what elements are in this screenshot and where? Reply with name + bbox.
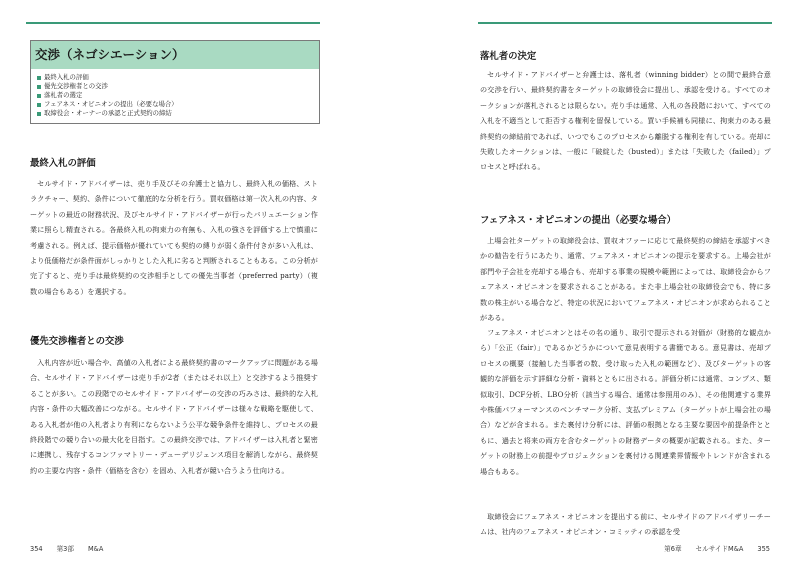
body-paragraph: セルサイド・アドバイザーは、売り手及びその弁護士と協力し、最終入札の価格、ストラクチャー、契約、条件について徹底的な分析を行う。買収価格は第一次入札の内容、ターゲットの最近の財務状況、及びセルサイド・アドバイザーが行ったバリュエーション作業に照らし精査される。各最終入札の拘束力の有無も、入札の強さを評価する上で慎重に考慮される。例えば、提示価格が優れていても契約の縛りが弱く条件付きが多い入札は、より低価格だが条件面がしっかりとした入札に劣ると判断されることもある。この分析が完了すると、売り手は最終契約の交渉相手としての優先当事者（preferred party）（複数の場合もある）を選択する。	[30, 179, 318, 296]
body-paragraph: セルサイド・アドバイザーと弁護士は、落札者（winning bidder）との間で最終合意の交渉を行い、最終契約書をターゲットの取締役会に提出し、承認を受ける。すべてのオークションが落札されるとは限らない。売り手は通常、入札の各段階において、すべての入札を不適当として拒否する権利を留保している。買い手候補も同様に、拘束力のある最終契約の締結前であれば、いつでもこのプロセスから離脱する権利を有している。売却に失敗したオークションは、一般に「破綻した（busted）」または「失敗した（failed）」プロセスと呼ばれる。	[480, 70, 771, 172]
chapter-outline	[31, 69, 319, 123]
body-paragraph: 入札内容が近い場合や、高値の入札者による最終契約書のマークアップに問題がある場合、セルサイド・アドバイザーは売り手が2者（またはそれ以上）と交渉するよう推奨することが多い。この段階でのセルサイド・アドバイザーの交渉の巧みさは、最終的な入札内容・条件の大幅改善につながる。セルサイド・アドバイザーは様々な戦略を駆使して、ある入札者が他の入札者より有利にならないよう公平な競争条件を維持し、プロセスの最終段階での競り合いの最大化を目指す。この最終交渉では、アドバイザーは入札者と緊密に連携し、残存するコンファマトリー・デューデリジェンス項目を解消しながら、最終契約の主要な内容・条件（価格を含む）を固め、入札者が競い合うよう仕向ける。	[30, 358, 318, 475]
section-heading: 優先交渉権者との交渉	[30, 336, 124, 347]
section-heading: フェアネス・オピニオンの提出（必要な場合）	[480, 215, 677, 226]
part-title: M&A	[87, 545, 104, 553]
chapter-label: 第6章	[664, 545, 682, 553]
right-page	[400, 0, 800, 567]
outline-item: フェアネス・オピニオンの提出（必要な場合）	[37, 100, 313, 109]
square-bullet-icon	[37, 112, 41, 116]
body-paragraph: 取締役会にフェアネス・オピニオンを提出する前に、セルサイドのアドバイザリーチームは、社内のフェアネス・オピニオン・コミッティの承認を受	[480, 512, 771, 537]
page-footer	[30, 543, 117, 553]
body-paragraph: フェアネス・オピニオンとはその名の通り、取引で提示される対価が（財務的な観点から）「公正（fair）」であるかどうかについて意見表明する書簡である。意見書は、売却プロセスの概要（接触した当事者の数、受け取った入札の範囲など）、及びターゲットの客観的な評価を示す詳細な分析・資料とともに出される。評価分析には通常、コンプス、類似取引、DCF分析、LBO分析（該当する場合、通常は参照用のみ）、その他関連する業界や株価パフォーマンスのベンチマーク分析、支払プレミアム（ターゲットが上場会社の場合）などが含まれる。また裏付け分析には、評価の根拠となる主要な要因や前提条件とともに、過去と将来の両方を含むターゲットの財務データの概要が記載される。また、ターゲットの財務上の前提やプロジェクションを裏付ける関連業界情報やトレンドが含まれる場合もある。	[480, 328, 771, 476]
square-bullet-icon	[37, 85, 41, 89]
square-bullet-icon	[37, 94, 41, 98]
outline-item: 落札者の選定	[37, 91, 313, 100]
outline-item: 取締役会・オーナーの承認と正式契約の締結	[37, 109, 313, 118]
section-heading: 最終入札の評価	[30, 158, 96, 169]
body-paragraph: 上場会社ターゲットの取締役会は、買収オファーに応じて最終契約の締結を承認すべきかの勧告を行うにあたり、通常、フェアネス・オピニオンの提示を要求する。上場会社が部門や子会社を売却する場合も、売却する事業の規模や範囲によっては、取締役会からフェアネス・オピニオンを要求されることがある。また非上場会社の取締役会でも、特に多数の株主がいる場合など、特定の状況においてフェアネス・オピニオンが求められることがある。	[480, 236, 771, 323]
page-number: 355	[757, 545, 770, 553]
square-bullet-icon	[37, 76, 41, 80]
chapter-title: 交渉（ネゴシエーション）	[31, 41, 319, 69]
outline-item: 優先交渉権者との交渉	[37, 82, 313, 91]
page-footer	[664, 543, 770, 553]
top-rule	[478, 22, 772, 24]
page-number: 354	[30, 545, 43, 553]
outline-item: 最終入札の評価	[37, 73, 313, 82]
square-bullet-icon	[37, 103, 41, 107]
chapter-title-footer: セルサイドM&A	[695, 545, 744, 553]
top-rule	[26, 22, 320, 24]
section-heading: 落札者の決定	[480, 51, 537, 62]
part-label: 第3部	[56, 545, 74, 553]
chapter-box	[30, 40, 320, 124]
